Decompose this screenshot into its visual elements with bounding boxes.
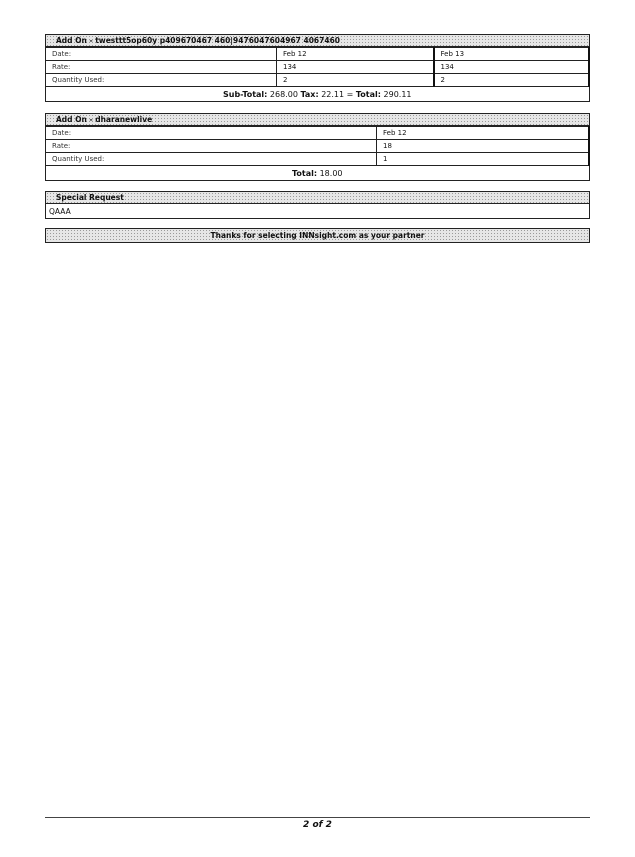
quantity-value: 2 [277,74,434,87]
summary-row [46,87,590,102]
quantity-value: 2 [434,74,590,87]
addon-1-header: Add On - twesttt5op60y p409670467 460|9476047604967 4067460 [45,34,590,47]
page-number: 2 of 2 [303,820,332,830]
table-row [46,153,590,166]
table-row [46,140,590,153]
tax-label: Tax: [300,89,319,99]
date-value: Feb 12 [277,48,434,61]
total-label: Total: [355,89,381,99]
rate-label: Rate: [46,140,377,153]
total-value: 18.00 [319,168,343,178]
table-row [46,61,590,74]
summary-row [46,166,590,181]
addon-1-summary [46,87,590,102]
addon-2-table [45,126,590,181]
rate-value: 134 [434,61,590,74]
rate-label: Rate: [46,61,277,74]
table-row [46,48,590,61]
total-label: Total: [291,168,318,178]
date-value: Feb 13 [434,48,590,61]
subtotal-label: Sub-Total: [222,89,268,99]
thanks-section [45,228,590,243]
thanks-banner: Thanks for selecting INNsight.com as your partner [45,228,590,243]
tax-value: 22.11 [321,89,345,99]
footer-divider [45,817,590,818]
subtotal-value: 268.00 [269,89,298,99]
table-row [46,74,590,87]
quantity-label: Quantity Used: [46,153,377,166]
special-request-header: Special Request [45,191,590,204]
quantity-label: Quantity Used: [46,74,277,87]
addon-2-header: Add On - dharanewlive [45,113,590,126]
equals-sign: = [346,89,354,99]
addon-1-table [45,47,590,102]
rate-value: 18 [377,140,590,153]
rate-value: 134 [277,61,434,74]
special-request-section [45,191,590,219]
date-label: Date: [46,127,377,140]
addon-section-2 [45,113,590,181]
date-value: Feb 12 [377,127,590,140]
total-value: 290.11 [383,89,412,99]
special-request-text: QAAA [45,204,590,219]
quantity-value: 1 [377,153,590,166]
table-row [46,127,590,140]
addon-2-summary [46,166,590,181]
date-label: Date: [46,48,277,61]
addon-section-1 [45,34,590,102]
